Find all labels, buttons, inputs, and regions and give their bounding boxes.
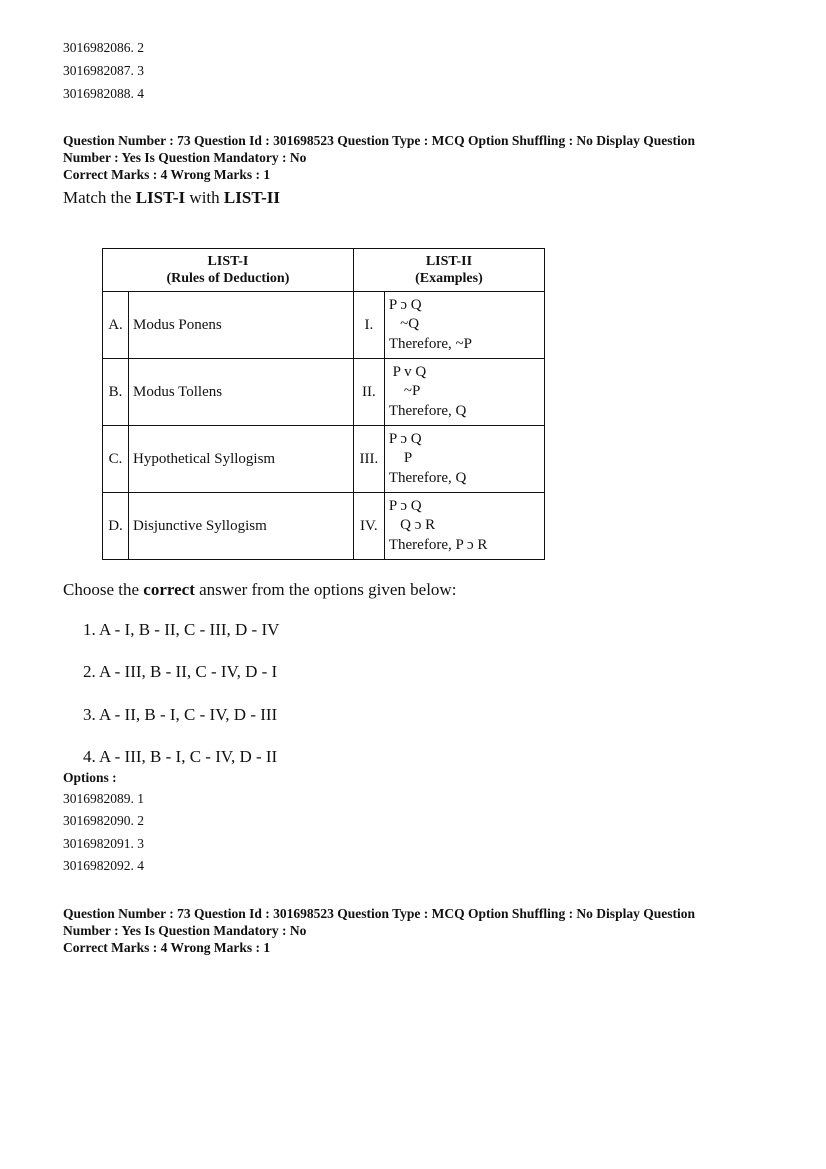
row-roman: I.: [353, 292, 384, 359]
table-row: [103, 493, 545, 560]
example-cell: P ɔ Q Q ɔ R Therefore, P ɔ R: [384, 493, 544, 560]
question-meta-line3: Correct Marks : 4 Wrong Marks : 1: [63, 167, 271, 182]
options-label: Options :: [63, 770, 117, 785]
row-letter: D.: [103, 493, 129, 560]
answer-choice: 3. A - II, B - I, C - IV, D - III: [83, 705, 278, 724]
option-line: 3016982086. 2: [63, 40, 144, 55]
question-meta-line1: Question Number : 73 Question Id : 301698523 Question Type : MCQ Option Shuffling : No Display Question: [63, 133, 695, 148]
row-letter: C.: [103, 426, 129, 493]
list-1-header: LIST-I (Rules of Deduction): [103, 249, 354, 292]
answer-choice: 2. A - III, B - II, C - IV, D - I: [83, 662, 278, 681]
example-cell: P ɔ Q ~Q Therefore, ~P: [384, 292, 544, 359]
choose-instruction: Choose the correct answer from the options given below:: [63, 580, 457, 599]
question-meta-line2: Number : Yes Is Question Mandatory : No: [63, 150, 307, 165]
table-row: [103, 426, 545, 493]
question-meta-line1: Question Number : 73 Question Id : 301698523 Question Type : MCQ Option Shuffling : No Display Question: [63, 906, 695, 921]
question-meta-line2: Number : Yes Is Question Mandatory : No: [63, 923, 307, 938]
row-letter: B.: [103, 359, 129, 426]
row-letter: A.: [103, 292, 129, 359]
match-table: [102, 248, 545, 560]
option-line: 3016982087. 3: [63, 63, 144, 78]
table-row: [103, 359, 545, 426]
answer-choice: 4. A - III, B - I, C - IV, D - II: [83, 747, 278, 766]
example-cell: P ɔ Q P Therefore, Q: [384, 426, 544, 493]
option-line: 3016982089. 1: [63, 791, 144, 806]
rule-name: Modus Tollens: [129, 359, 354, 426]
answer-choice: 1. A - I, B - II, C - III, D - IV: [83, 620, 280, 639]
rule-name: Modus Ponens: [129, 292, 354, 359]
row-roman: III.: [353, 426, 384, 493]
list-2-header: LIST-II (Examples): [353, 249, 544, 292]
table-row: [103, 292, 545, 359]
option-line: 3016982092. 4: [63, 858, 144, 873]
next-question-header: [63, 905, 763, 956]
rule-name: Disjunctive Syllogism: [129, 493, 354, 560]
question-prompt: Match the LIST-I with LIST-II: [63, 188, 280, 207]
row-roman: II.: [353, 359, 384, 426]
question-header: [63, 132, 763, 183]
row-roman: IV.: [353, 493, 384, 560]
question-meta-line3: Correct Marks : 4 Wrong Marks : 1: [63, 940, 271, 955]
option-line: 3016982091. 3: [63, 836, 144, 851]
example-cell: P v Q ~P Therefore, Q: [384, 359, 544, 426]
option-line: 3016982090. 2: [63, 813, 144, 828]
option-line: 3016982088. 4: [63, 86, 144, 101]
rule-name: Hypothetical Syllogism: [129, 426, 354, 493]
table-header-row: [103, 249, 545, 292]
